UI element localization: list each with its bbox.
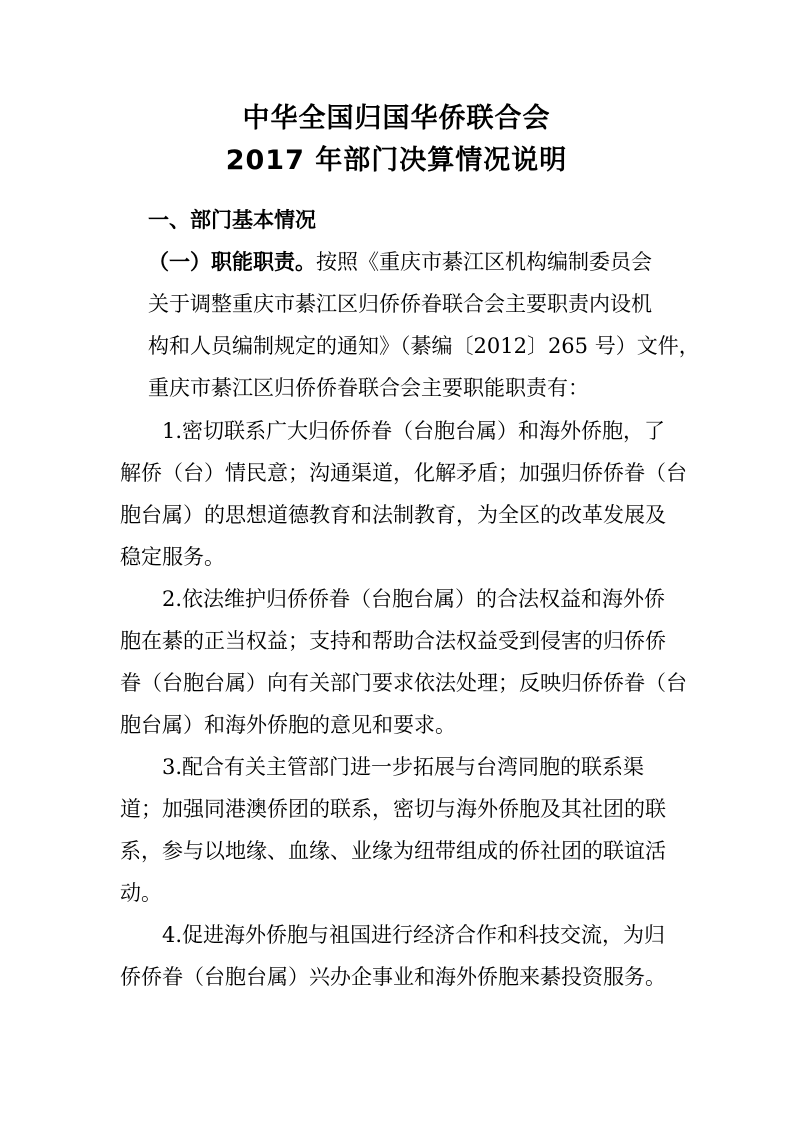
- functions-paragraph-line-4: 重庆市綦江区归侨侨眷联合会主要职能职责有：: [148, 376, 589, 400]
- functions-paragraph-line-2: 关于调整重庆市綦江区归侨侨眷联合会主要职责内设机: [148, 292, 652, 316]
- item-1-line-1: 1.密切联系广大归侨侨眷（台胞台属）和海外侨胞，了: [162, 419, 666, 443]
- item-1-line-4: 稳定服务。: [120, 545, 225, 569]
- item-4-line-2: 侨侨眷（台胞台属）兴办企事业和海外侨胞来綦投资服务。: [120, 965, 666, 989]
- functions-paragraph-line-3: 构和人员编制规定的通知》（綦编〔2012〕265 号）文件，: [148, 334, 700, 358]
- item-2-line-4: 胞台属）和海外侨胞的意见和要求。: [120, 713, 456, 737]
- item-3-line-3: 系，参与以地缘、血缘、业缘为纽带组成的侨社团的联谊活: [120, 839, 666, 863]
- item-3-line-2: 道；加强同港澳侨团的联系，密切与海外侨胞及其社团的联: [120, 797, 666, 821]
- item-3-line-4: 动。: [120, 881, 162, 905]
- functions-subheading: （一）职能职责。: [148, 250, 316, 274]
- functions-text-start: 按照《重庆市綦江区机构编制委员会: [316, 250, 652, 274]
- item-3-line-1: 3.配合有关主管部门进一步拓展与台湾同胞的联系渠: [162, 755, 645, 779]
- item-2-line-2: 胞在綦的正当权益；支持和帮助合法权益受到侵害的归侨侨: [120, 629, 666, 653]
- item-1-line-2: 解侨（台）情民意；沟通渠道，化解矛盾；加强归侨侨眷（台: [120, 461, 687, 485]
- document-title-line-1: 中华全国归国华侨联合会: [242, 103, 551, 134]
- document-title-line-2: 2017 年部门决算情况说明: [225, 145, 568, 176]
- item-1-line-3: 胞台属）的思想道德教育和法制教育，为全区的改革发展及: [120, 503, 666, 527]
- item-2-line-3: 眷（台胞台属）向有关部门要求依法处理；反映归侨侨眷（台: [120, 671, 687, 695]
- item-4-line-1: 4.促进海外侨胞与祖国进行经济合作和科技交流，为归: [162, 923, 666, 947]
- item-2-line-1: 2.依法维护归侨侨眷（台胞台属）的合法权益和海外侨: [162, 587, 666, 611]
- section-heading-basic-info: 一、部门基本情况: [148, 208, 316, 232]
- functions-paragraph-line-1: [148, 248, 652, 276]
